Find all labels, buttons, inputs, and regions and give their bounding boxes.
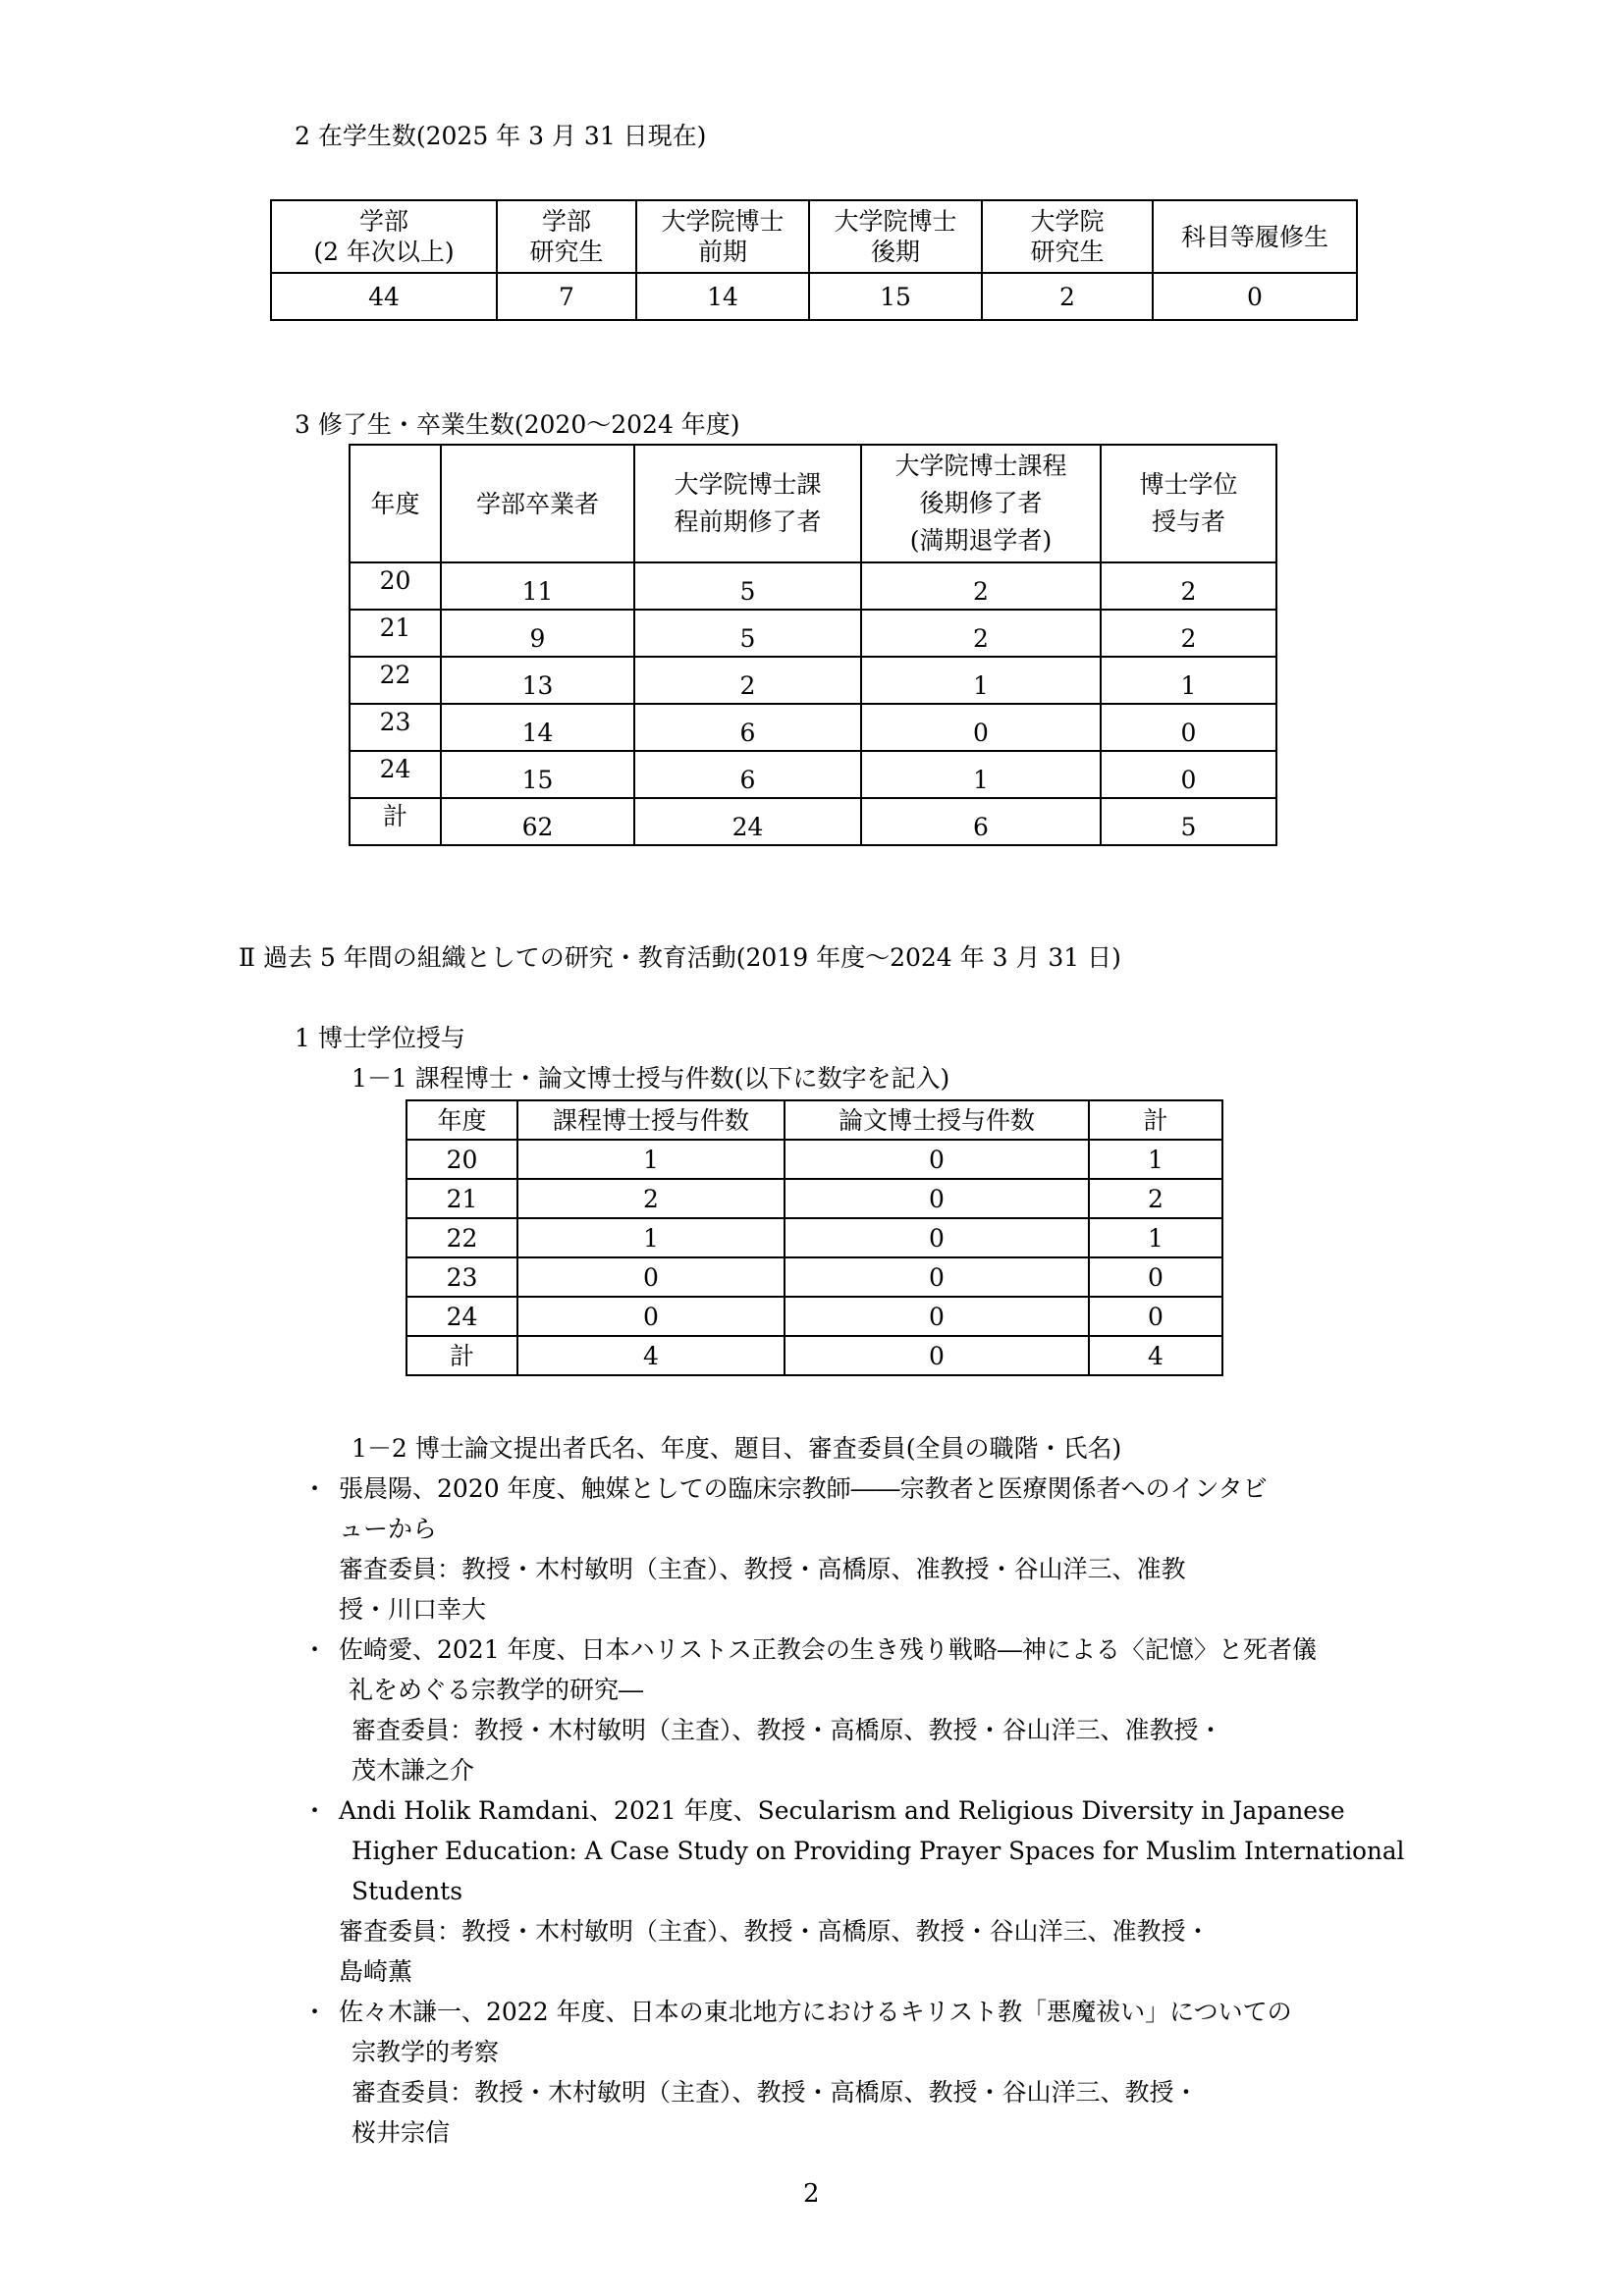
graduates-value-cell: 0: [1101, 704, 1276, 751]
graduates-table: [349, 444, 1277, 846]
graduates-header-cell: 学部卒業者: [441, 445, 634, 562]
bullet-icon: ・: [302, 1474, 328, 1503]
graduates-value-cell: 5: [1101, 798, 1276, 845]
doctorate-value-cell: 0: [785, 1218, 1089, 1257]
doctorate-value-cell: 0: [517, 1297, 785, 1336]
doctorate-value-cell: 0: [517, 1257, 785, 1297]
graduates-value-cell: 0: [861, 704, 1101, 751]
enrollment-value: 44: [271, 273, 497, 320]
graduates-row: [350, 704, 1276, 751]
graduates-value-cell: 5: [634, 562, 861, 610]
dissertation-entry-line: 茂木謙之介: [352, 1756, 475, 1785]
doctorate-row: [406, 1218, 1222, 1257]
graduates-value-cell: 6: [861, 798, 1101, 845]
graduates-row: [350, 798, 1276, 845]
graduates-value-cell: 15: [441, 751, 634, 798]
graduates-header-cell: 大学院博士課 程前期修了者: [634, 445, 861, 562]
dissertation-entry-line: 宗教学的考察: [352, 2038, 500, 2066]
part-2-title: Ⅱ 過去 5 年間の組織としての研究・教育活動(2019 年度～2024 年 3 月 31 日): [239, 943, 1121, 972]
graduates-value-cell: 2: [861, 610, 1101, 657]
dissertation-entry-line: 審査委員：教授・木村敏明（主査）、教授・高橋原、准教授・谷山洋三、准教: [339, 1555, 1186, 1583]
enrollment-value: 15: [809, 273, 982, 320]
enrollment-value: 2: [982, 273, 1153, 320]
graduates-year-cell: 24: [350, 751, 441, 798]
graduates-row: [350, 657, 1276, 704]
graduates-header-cell: 年度: [350, 445, 441, 562]
subsection-1-title: 1 博士学位授与: [295, 1024, 465, 1052]
enrollment-value: 0: [1153, 273, 1357, 320]
graduates-value-cell: 1: [861, 657, 1101, 704]
graduates-year-cell: 計: [350, 798, 441, 845]
graduates-value-cell: 2: [1101, 562, 1276, 610]
enrollment-value: 14: [636, 273, 809, 320]
graduates-value-cell: 6: [634, 704, 861, 751]
doctorate-value-cell: 1: [1089, 1218, 1222, 1257]
graduates-header-cell: 博士学位 授与者: [1101, 445, 1276, 562]
dissertation-entry-line: 桜井宗信: [352, 2118, 451, 2147]
doctorate-value-cell: 0: [785, 1179, 1089, 1218]
enrollment-value: 7: [497, 273, 636, 320]
graduates-year-cell: 21: [350, 610, 441, 657]
doctorate-year-cell: 22: [406, 1218, 517, 1257]
enrollment-table: [270, 199, 1358, 321]
dissertation-entry-line: 島崎薫: [339, 1957, 413, 1986]
graduates-value-cell: 2: [861, 562, 1101, 610]
graduates-value-cell: 11: [441, 562, 634, 610]
enrollment-header-cell: 大学院 研究生: [982, 200, 1153, 273]
dissertation-entry-title: 張晨陽、2020 年度、触媒としての臨床宗教師――宗教者と医療関係者へのインタビ: [339, 1474, 1268, 1503]
doctorate-value-cell: 0: [785, 1297, 1089, 1336]
doctorate-value-cell: 0: [1089, 1257, 1222, 1297]
dissertation-entry-title: 佐々木謙一、2022 年度、日本の東北地方におけるキリスト教「悪魔祓い」についての: [339, 1998, 1292, 2026]
enrollment-header-row: [271, 200, 1357, 273]
graduates-header-row: [350, 445, 1276, 562]
doctorate-row: [406, 1179, 1222, 1218]
subsection-1-1-title: 1－1 課程博士・論文博士授与件数(以下に数字を記入): [352, 1064, 950, 1093]
section-2-title: 2 在学生数(2025 年 3 月 31 日現在): [295, 122, 707, 150]
graduates-value-cell: 9: [441, 610, 634, 657]
doctorate-header-cell: 年度: [406, 1100, 517, 1140]
doctorate-row: [406, 1140, 1222, 1179]
graduates-year-cell: 23: [350, 704, 441, 751]
doctorate-year-cell: 23: [406, 1257, 517, 1297]
section-3-title: 3 修了生・卒業生数(2020～2024 年度): [295, 410, 740, 439]
doctorate-value-cell: 0: [1089, 1297, 1222, 1336]
doctorate-row: [406, 1257, 1222, 1297]
graduates-value-cell: 1: [1101, 657, 1276, 704]
graduates-value-cell: 0: [1101, 751, 1276, 798]
dissertation-entry-line: 審査委員：教授・木村敏明（主査）、教授・高橋原、教授・谷山洋三、准教授・: [339, 1917, 1211, 1946]
doctorate-header-cell: 計: [1089, 1100, 1222, 1140]
doctorate-value-cell: 1: [517, 1140, 785, 1179]
dissertation-entry-line: Higher Education: A Case Study on Providing Prayer Spaces for Muslim International: [352, 1837, 1405, 1865]
subsection-1-2-title: 1－2 博士論文提出者氏名、年度、題目、審査委員(全員の職階・氏名): [352, 1434, 1122, 1463]
enrollment-header-cell: 学部 研究生: [497, 200, 636, 273]
doctorate-value-cell: 0: [785, 1257, 1089, 1297]
graduates-year-cell: 22: [350, 657, 441, 704]
doctorate-year-cell: 20: [406, 1140, 517, 1179]
graduates-year-cell: 20: [350, 562, 441, 610]
dissertation-entry-line: Students: [352, 1877, 463, 1905]
doctorate-value-cell: 2: [517, 1179, 785, 1218]
graduates-value-cell: 14: [441, 704, 634, 751]
enrollment-header-cell: 科目等履修生: [1153, 200, 1357, 273]
enrollment-header-cell: 大学院博士 後期: [809, 200, 982, 273]
dissertation-entry-line: 審査委員：教授・木村敏明（主査）、教授・高橋原、教授・谷山洋三、准教授・: [352, 1716, 1223, 1744]
doctorate-value-cell: 1: [1089, 1140, 1222, 1179]
bullet-icon: ・: [302, 1796, 328, 1825]
doctorate-header-row: [406, 1100, 1222, 1140]
bullet-icon: ・: [302, 1635, 328, 1664]
doctorate-year-cell: 計: [406, 1336, 517, 1375]
doctorate-table: [406, 1099, 1223, 1376]
dissertation-entry-title: Andi Holik Ramdani、2021 年度、Secularism and Religious Diversity in Japanese: [339, 1796, 1345, 1825]
doctorate-value-cell: 4: [517, 1336, 785, 1375]
dissertation-entry-line: ューから: [339, 1515, 438, 1543]
page-number: 2: [803, 2179, 820, 2209]
graduates-row: [350, 562, 1276, 610]
doctorate-row: [406, 1336, 1222, 1375]
doctorate-row: [406, 1297, 1222, 1336]
dissertation-entry-line: 授・川口幸大: [339, 1595, 487, 1624]
dissertation-entry-line: 審査委員：教授・木村敏明（主査）、教授・高橋原、教授・谷山洋三、教授・: [352, 2078, 1199, 2107]
graduates-value-cell: 5: [634, 610, 861, 657]
enrollment-header-cell: 大学院博士 前期: [636, 200, 809, 273]
graduates-value-cell: 13: [441, 657, 634, 704]
dissertation-entry-line: 礼をめぐる宗教学的研究―: [349, 1676, 644, 1704]
graduates-header-cell: 大学院博士課程 後期修了者 (満期退学者): [861, 445, 1101, 562]
doctorate-value-cell: 0: [785, 1140, 1089, 1179]
doctorate-year-cell: 21: [406, 1179, 517, 1218]
dissertation-entry-title: 佐崎愛、2021 年度、日本ハリストス正教会の生き残り戦略―神による〈記憶〉と死者儀: [339, 1635, 1317, 1664]
doctorate-header-cell: 論文博士授与件数: [785, 1100, 1089, 1140]
enrollment-header-cell: 学部 (2 年次以上): [271, 200, 497, 273]
doctorate-value-cell: 0: [785, 1336, 1089, 1375]
graduates-value-cell: 2: [634, 657, 861, 704]
graduates-value-cell: 24: [634, 798, 861, 845]
doctorate-value-cell: 4: [1089, 1336, 1222, 1375]
graduates-row: [350, 610, 1276, 657]
bullet-icon: ・: [302, 1998, 328, 2026]
graduates-value-cell: 6: [634, 751, 861, 798]
graduates-value-cell: 62: [441, 798, 634, 845]
graduates-value-cell: 1: [861, 751, 1101, 798]
doctorate-header-cell: 課程博士授与件数: [517, 1100, 785, 1140]
doctorate-value-cell: 2: [1089, 1179, 1222, 1218]
doctorate-value-cell: 1: [517, 1218, 785, 1257]
enrollment-value-row: [271, 273, 1357, 320]
graduates-row: [350, 751, 1276, 798]
doctorate-year-cell: 24: [406, 1297, 517, 1336]
graduates-value-cell: 2: [1101, 610, 1276, 657]
